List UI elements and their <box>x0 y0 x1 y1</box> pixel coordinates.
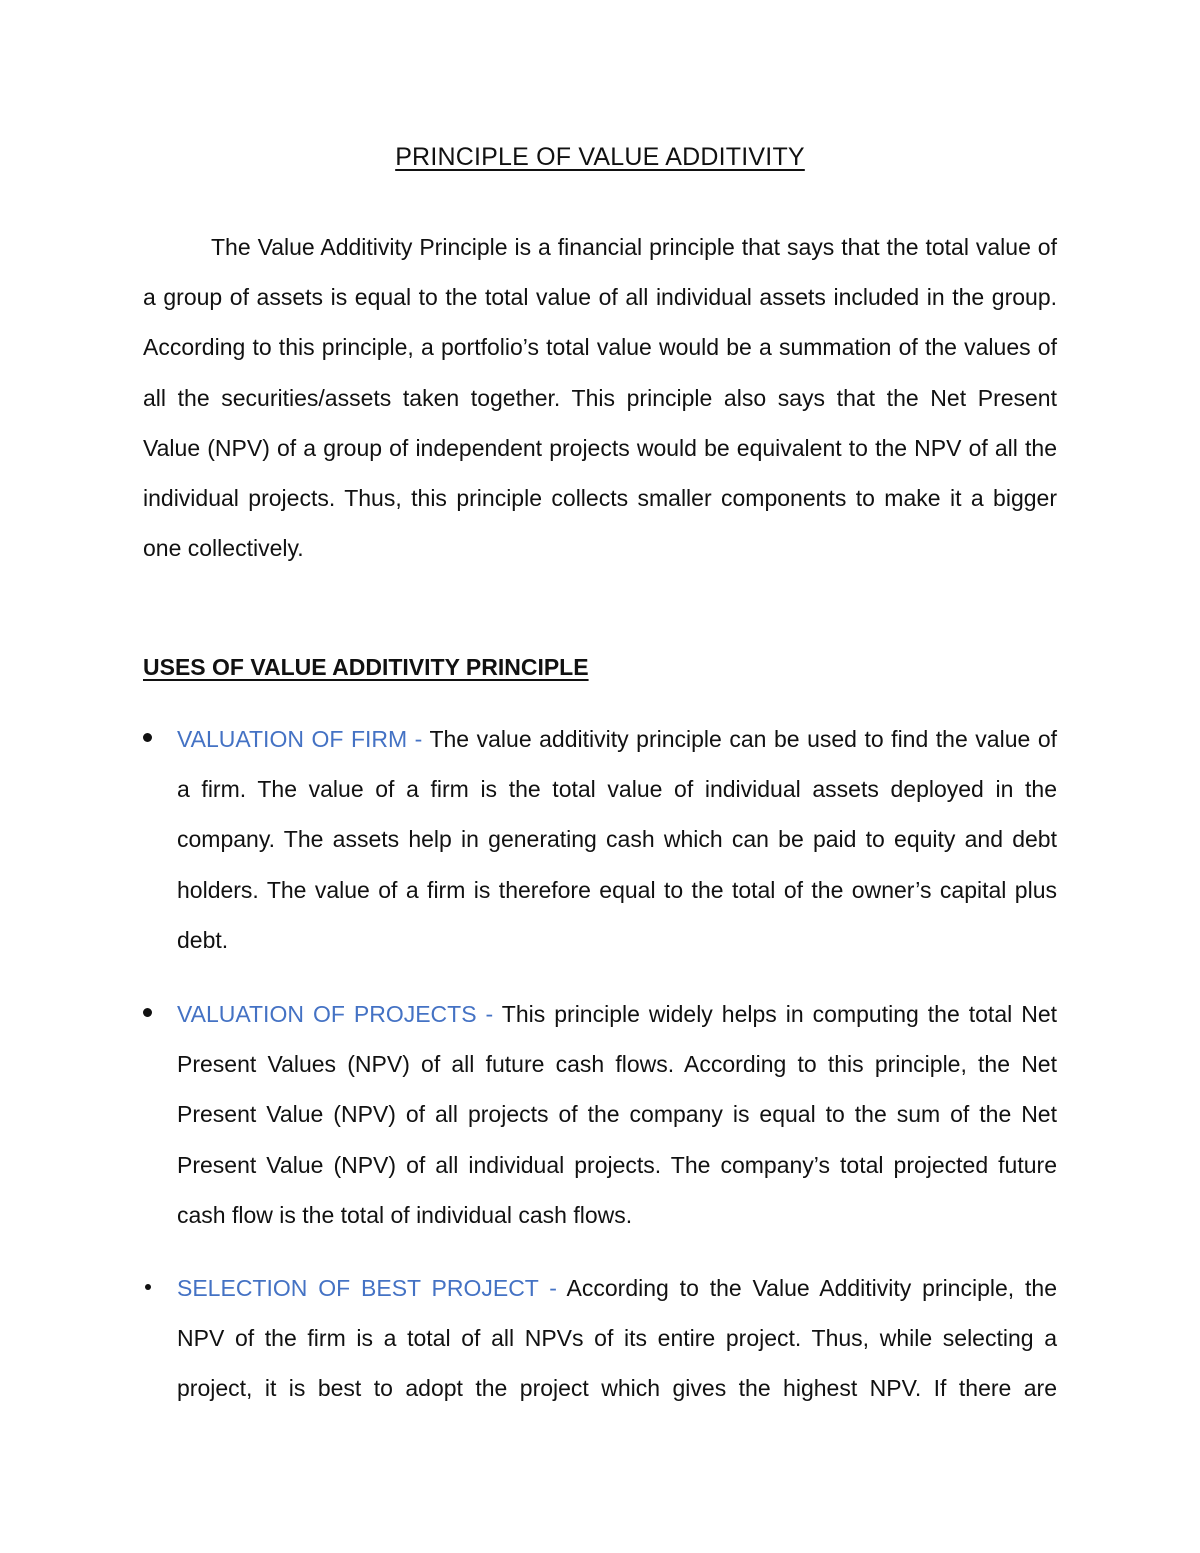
use-item-label: SELECTION OF BEST PROJECT - <box>177 1275 567 1301</box>
use-item-label: VALUATION OF FIRM - <box>177 726 430 752</box>
use-item-valuation-of-projects <box>143 989 1057 1240</box>
use-item-text <box>177 989 1057 1240</box>
use-item-selection-of-best-project <box>143 1263 1057 1414</box>
bullet-icon <box>145 1284 151 1290</box>
bullet-icon <box>143 1008 152 1017</box>
bullet-icon <box>143 733 152 742</box>
uses-heading: USES OF VALUE ADDITIVITY PRINCIPLE <box>143 654 589 680</box>
use-item-label: VALUATION OF PROJECTS - <box>177 1001 502 1027</box>
use-item-body: The value additivity principle can be used to find the value of a firm. The value of a firm is the total value of individual assets deployed in the company. The assets help in generating cash which can be paid to equity and debt holders. The value of a firm is therefore equal to the total of the owner’s capital plus debt. <box>177 726 1057 953</box>
use-item-text <box>177 1263 1057 1414</box>
use-item-valuation-of-firm <box>143 714 1057 965</box>
use-item-body: This principle widely helps in computing the total Net Present Values (NPV) of all future cash flows. According to this principle, the Net Present Value (NPV) of all projects of the company is equal to the sum of the Net Present Value (NPV) of all individual projects. The company’s total projected future cash flow is the total of individual cash flows. <box>177 1001 1057 1228</box>
intro-paragraph: The Value Additivity Principle is a financial principle that says that the total value of a group of assets is equal to the total value of all individual assets included in the group. According to this principle, a portfolio’s total value would be a summation of the values of all the securities/assets taken together. This principle also says that the Net Present Value (NPV) of a group of independent projects would be equivalent to the NPV of all the individual projects. Thus, this principle collects smaller components to make it a bigger one collectively. <box>143 234 1057 562</box>
document-title: PRINCIPLE OF VALUE ADDITIVITY <box>395 143 805 171</box>
use-item-text <box>177 714 1057 965</box>
use-item-body: According to the Value Additivity principle, the NPV of the firm is a total of all NPVs of its entire project. Thus, while selecting a project, it is best to adopt the project which gives the highest NPV. If there are <box>177 1275 1057 1402</box>
